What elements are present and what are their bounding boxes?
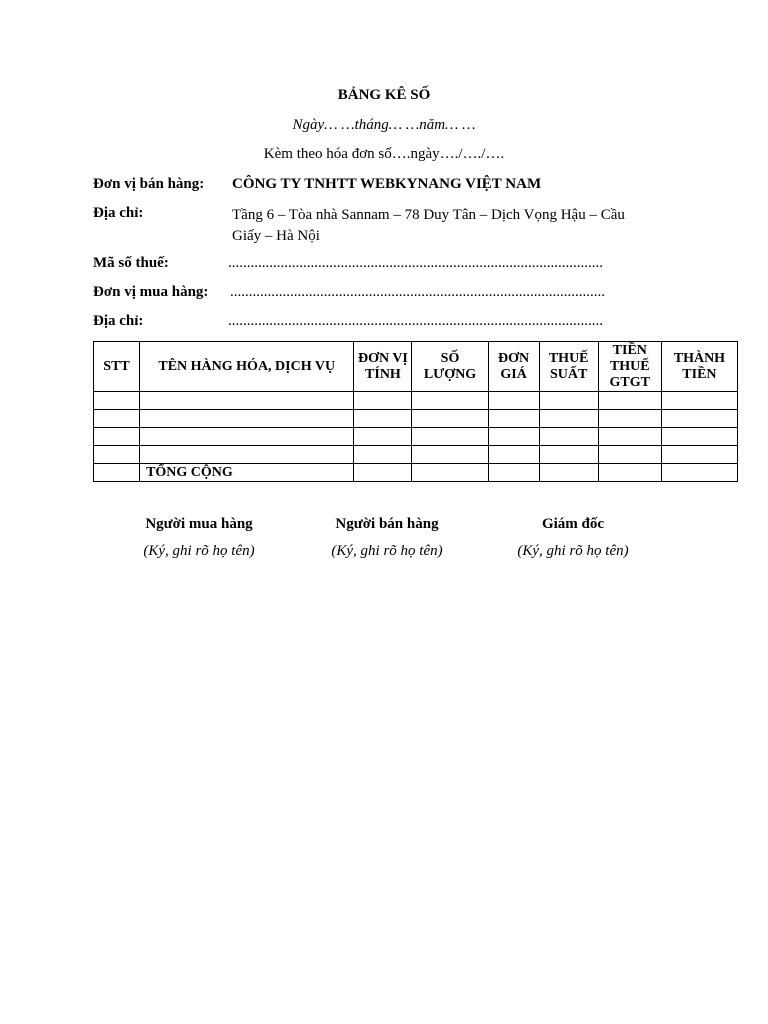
table-row <box>94 392 738 410</box>
col-header-unit: ĐƠN VỊ TÍNH <box>354 342 412 392</box>
signature-role: Người mua hàng <box>145 516 253 532</box>
col-header-price: ĐƠN GIÁ <box>488 342 539 392</box>
buyer-dots: .................................................................................................... <box>230 284 605 300</box>
col-header-tax-rate: THUẾ SUẤT <box>539 342 598 392</box>
col-header-name: TÊN HÀNG HÓA, DỊCH VỤ <box>140 342 354 392</box>
table-header-row <box>94 342 738 392</box>
signature-role: Người bán hàng <box>335 516 439 532</box>
seller-address-label: Địa chỉ: <box>93 205 144 221</box>
seller-address-value: Tầng 6 – Tòa nhà Sannam – 78 Duy Tân – Dịch Vọng Hậu – Cầu Giấy – Hà Nội <box>232 207 625 244</box>
signature-buyer <box>119 516 279 560</box>
col-header-vat: TIỀN THUẾ GTGT <box>598 342 661 392</box>
buyer-label: Đơn vị mua hàng: <box>93 284 209 300</box>
table-row <box>94 410 738 428</box>
buyer-address-dots: .................................................................................................... <box>228 313 603 329</box>
seller-value: CÔNG TY TNHTT WEBKYNANG VIỆT NAM <box>232 176 542 192</box>
signature-note: (Ký, ghi rõ họ tên) <box>517 543 629 559</box>
col-header-stt: STT <box>94 342 140 392</box>
table-row <box>94 446 738 464</box>
signature-note: (Ký, ghi rõ họ tên) <box>143 543 255 559</box>
document-title: BẢNG KÊ SỐ <box>337 87 431 103</box>
signature-director <box>493 516 653 560</box>
seller-label: Đơn vị bán hàng: <box>93 176 205 192</box>
invoice-attach-line: Kèm theo hóa đơn số….ngày…./…./…. <box>263 146 505 162</box>
table-row <box>94 428 738 446</box>
col-header-quantity: SỐ LƯỢNG <box>412 342 488 392</box>
col-header-amount: THÀNH TIỀN <box>661 342 737 392</box>
buyer-address-label: Địa chỉ: <box>93 313 144 329</box>
signature-role: Giám đốc <box>541 516 605 532</box>
tax-code-dots: .................................................................................................... <box>228 255 603 271</box>
signature-note: (Ký, ghi rõ họ tên) <box>331 543 443 559</box>
date-line: Ngày… …tháng… …năm… … <box>292 117 476 133</box>
signature-seller <box>307 516 467 560</box>
total-label: TỔNG CỘNG <box>140 464 354 482</box>
total-row <box>94 464 738 482</box>
tax-code-label: Mã số thuế: <box>93 255 169 271</box>
goods-table <box>93 341 738 482</box>
